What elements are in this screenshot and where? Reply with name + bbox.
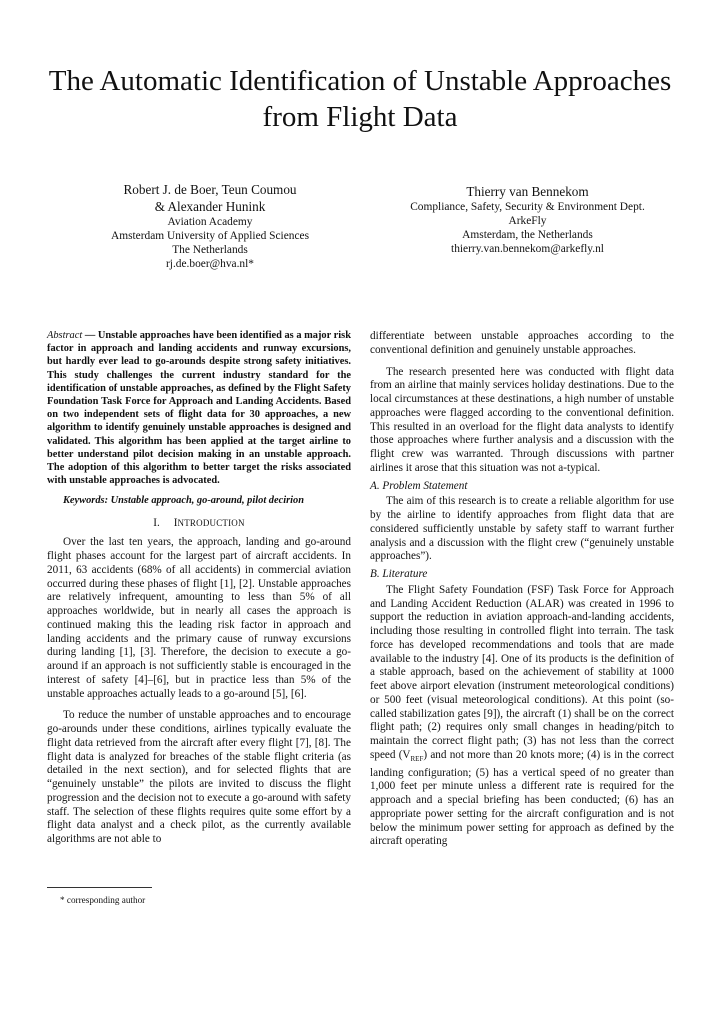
author-names-line1: Robert J. de Boer, Teun Coumou (123, 182, 297, 197)
author-names-line2: & Alexander Hunink (154, 199, 266, 214)
abstract-label: Abstract (47, 330, 83, 341)
intro-paragraph-4: The research presented here was conducted with flight data from an airline that mainly services holiday destinations. Due to the local circumstances at these destinations, a high number of unstable approaches were flagged according to the conventional definition. This resulted in an overload for the flight data analysts to identify those approaches where further analysis and a discussion with the flight crew was warranted. Through discussions with partner airlines it arose that this situation was not a-typical. (370, 365, 674, 474)
paper-title: The Automatic Identification of Unstable Approaches from Flight Data (48, 65, 672, 133)
literature-text-a: The Flight Safety Foundation (FSF) Task Force for Approach and Landing Accident Reduction (ALAR) was created in 1996 to support the reduction in aviation approach-and-landing accidents, including those resulting in controlled flight into terrain. The task force has developed recommendations and tools that are made available to the industry [4]. One of its products is the definition of a stable approach, based on the achievement of stability at 1000 feet above airport elevation (instrument meteorological conditions) or 500 feet (visual meteorological conditions). At this point (so-called stabilization gates [9]), the aircraft (1) shall be on the correct flight path; (2) requires only small changes in heading/pitch to maintain the correct flight path; (3) has not less than the correct speed (V (370, 583, 674, 761)
intro-paragraph-3: differentiate between unstable approaches according to the conventional definition and genuinely unstable approaches. (370, 330, 674, 356)
left-column (47, 329, 351, 847)
footnote: * corresponding author (60, 895, 146, 905)
author-block-left (60, 181, 360, 271)
section-title-initial: I (173, 516, 178, 529)
abstract-text: — Unstable approaches have been identified as a major risk factor in approach and landing accidents and runway excursions, but hardly ever lead to go-arounds despite strong safety initiatives. This study challenges the current industry standard for the identification of unstable approaches, as defined by the Flight Safety Foundation Task Force for Approach and Landing Accidents. Based on two independent sets of flight data for 30 approaches, a new algorithm to identify genuinely unstable approaches is designed and validated. This algorithm has been applied at the target airline to better understand pilot decision making in an unstable approach. The adoption of this algorithm to better target the risks associated with unstable approaches is advocated. (47, 330, 351, 487)
intro-paragraph-1: Over the last ten years, the approach, landing and go-around flight phases account for the largest part of aircraft accidents. In 2011, 63 accidents (68% of all accidents) in commercial aviation occurred during these phases of flight [1], [2]. Unstable approaches are relatively infrequent, amounting to less than 5% of all approaches worldwide, but in nearly all cases the approach is continued making this the leading risk factor in approach and landing accidents and the primary cause of runway excursions during landing [1], [3]. Therefore, the decision to execute a go-around if an approach is not sufficiently stable is encouraged in the interest of safety [4]–[6], but in practice less than 5% of the unstable approaches actually leads to a go-around [5], [6]. (47, 536, 351, 700)
subsection-heading-literature: B. Literature (370, 568, 428, 580)
author-email: thierry.van.bennekom@arkefly.nl (451, 243, 604, 255)
author-organization: ArkeFly (508, 215, 547, 227)
subsection-heading-problem: A. Problem Statement (370, 479, 468, 492)
author-email: rj.de.boer@hva.nl* (166, 258, 254, 270)
author-affiliation: Aviation Academy (167, 216, 253, 228)
literature-paragraph (370, 584, 674, 849)
abstract (47, 329, 351, 487)
vref-subscript: REF (410, 754, 424, 763)
section-heading-introduction (47, 517, 351, 531)
author-name: Thierry van Bennekom (466, 184, 589, 199)
author-block-right (360, 183, 695, 256)
author-department: Compliance, Safety, Security & Environment Dept. (410, 201, 645, 213)
author-city: Amsterdam, the Netherlands (462, 229, 593, 241)
intro-paragraph-2: To reduce the number of unstable approaches and to encourage go-arounds under these conditions, airlines typically evaluate the flight data retrieved from the aircraft after every flight [7], [8]. The flight data is analyzed for breaches of the stable flight criteria (as detailed in the next section), and for selected flights that are “genuinely unstable” the pilots are invited to discuss the flight progression and the decision not to execute a go-around with safety staff. The selection of these flights requires quite some effort by a flight data analyst and a check pilot, as the currently available algorithms are not able to (47, 709, 351, 846)
section-title-rest: NTRODUCTION (177, 517, 245, 528)
keywords: Keywords: Unstable approach, go-around, pilot decirion (63, 495, 305, 507)
author-country: The Netherlands (172, 244, 248, 256)
problem-paragraph: The aim of this research is to create a reliable algorithm for use by the airline to identify approaches from flight data that are considered sufficiently unstable by safety staff to warrant further analysis and a discussion with the flight crew (“genuinely unstable approaches”). (370, 495, 674, 563)
section-number: I. (153, 516, 160, 529)
right-column (370, 330, 674, 849)
footnote-divider (47, 887, 152, 888)
author-institution: Amsterdam University of Applied Sciences (110, 230, 310, 242)
literature-text-b: ) and not more than 20 knots more; (4) is in the correct landing configuration; (5) has a vertical speed of no greater than 1,000 feet per minute unless a different rate is required for the approach and a special briefing has been conducted; (6) has an appropriate power setting for the aircraft configuration and is not below the minimum power setting for approach as defined by the aircraft operating (370, 748, 675, 848)
